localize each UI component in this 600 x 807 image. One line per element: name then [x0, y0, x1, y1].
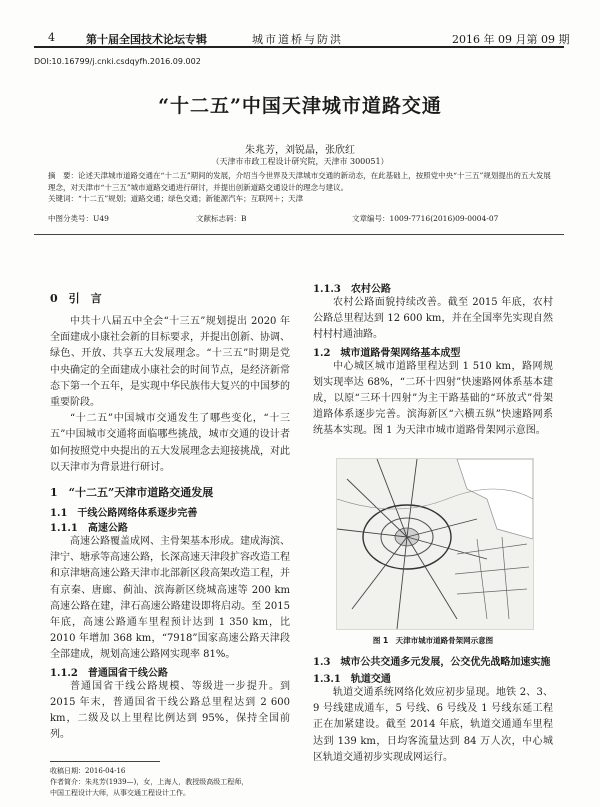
abstract-rule: [34, 234, 564, 235]
radial-road: [397, 537, 407, 629]
abstract: 摘 要：论述天津城市道路交通在“十二五”期间的发展，介绍当今世界及天津城市交通的新动态，在此基础上，按照党中央“十三五”规划提出的五大发展理念，对天津市“十三五”城市道路交通进行研讨，并提出创新道路交通设计的理念与建议。: [48, 171, 551, 192]
header-rule: [34, 46, 564, 48]
figure-caption: 图 1 天津市城市道路骨架网示意图: [372, 636, 494, 645]
conference-name: 第十届全国技术论坛专辑: [86, 33, 207, 46]
affiliation: （天津市市政工程设计研究院，天津市 300051）: [211, 157, 389, 166]
journal-name: 城市道桥与防洪: [252, 33, 343, 46]
trunk-road-paragraph: 普通国省干线公路规模、等级进一步提升。到 2015 年末，普通国省干线公路总里程达到 2 600 km，二级及以上里程比例达到 95%，保持全国前列。: [50, 680, 290, 741]
subsection-1-2-heading: 1.2 城市道路骨架网络基本成型: [313, 347, 461, 359]
footnote-received: 收稿日期：2016-04-16: [50, 767, 126, 775]
left-column: [50, 290, 290, 743]
grid-road: [477, 539, 487, 619]
radial-road: [407, 519, 477, 537]
rural-road-paragraph: 农村公路面貌持续改善。截至 2015 年底，农村公路总里程达到 12 600 km，并在全国率先实现自然村村村通油路。: [313, 297, 553, 341]
page-number: 4: [48, 31, 55, 44]
abstract-block: [48, 170, 552, 205]
subsection-1-3-1-heading: 1.3.1 轨道交通: [313, 674, 391, 685]
article-number: 文章编号：1009-7716(2016)09-0004-07: [352, 214, 499, 223]
clc-number: 中图分类号：U49: [48, 214, 109, 223]
rail-transit-paragraph: 轨道交通系统网络化效应初步显现。地铁 2、3、9 号线建成通车，5 号线、6 号线及 1 号线东延工程正在加紧建设。截至 2014 年底，轨道交通通车里程达到 139 km，日均客流量达到 84 万人次，中心城区轨道交通初步实现成网运行。: [313, 687, 553, 763]
footnote-author-bio: 作者简介：朱兆芳(1939—)，女，上海人，教授级高级工程师，: [50, 778, 249, 786]
right-column-bottom: [313, 655, 553, 766]
section-0-heading: 0 引 言: [50, 292, 102, 305]
grid-road: [457, 589, 527, 594]
radial-road: [377, 459, 407, 537]
binhai-grid: [455, 537, 529, 619]
subsection-1-1-3-heading: 1.1.3 农村公路: [313, 284, 391, 295]
keywords: 关键词：“十二五”规划；道路交通；绿色交通；新能源汽车；互联网＋；天津: [48, 194, 304, 203]
doi: DOI:10.16799/j.cnki.csdqyfh.2016.09.002: [34, 57, 201, 66]
sea-area: [457, 459, 533, 539]
grid-road: [502, 537, 509, 619]
footnote-rule: [50, 761, 160, 762]
road-network-map-graphic: [337, 459, 533, 629]
urban-road-paragraph: 中心城区城市道路里程达到 1 510 km，路网规划实现率达 68%，“二环十四射”快速路网体系基本建成，以原“三环十四射”为主干路基础的“环放式”骨架道路体系逐步完善。滨海新区“六横五纵”快速路网系统基本实现。图 1 为天津市城市道路骨架网示意图。: [313, 360, 553, 437]
subsection-1-1-2-heading: 1.1.2 普通国省干线公路: [50, 667, 168, 679]
road-network-map: [336, 458, 534, 630]
grid-road: [457, 544, 527, 554]
radial-road: [407, 537, 487, 559]
document-code: 文献标志码：B: [196, 214, 247, 223]
authors: 朱兆芳，刘锐晶，张欣红: [245, 145, 355, 156]
subsection-1-3-heading: 1.3 城市公共交通多元发展，公交优先战略加速实施: [313, 657, 551, 668]
subsection-1-1-1-heading: 1.1.1 高速公路: [50, 523, 128, 535]
radial-road: [407, 459, 417, 537]
issue-label: 2016 年 09 月第 09 期: [452, 33, 570, 46]
subsection-1-1-heading: 1.1 干线公路网络体系逐步完善: [50, 508, 198, 520]
right-column-top: [313, 280, 553, 440]
section-1-heading: 1 “十二五”天津市道路交通发展: [50, 486, 214, 500]
footnote-author-bio-cont: 中国工程设计大师，从事交通工程设计工作。: [50, 789, 190, 797]
paper-title: “十二五”中国天津城市道路交通: [158, 95, 442, 117]
intro-paragraph-1: 中共十八届五中全会“十三五”规划提出 2020 年全面建成小康社会新的目标要求，并提出创新、协调、绿色、开放、共享五大发展理念。“十三五”时期是党中央确定的全面建成小康社会的时间节点，是经济新常态下第一个五年，是实现中华民族伟大复兴的中国梦的重要阶段。: [50, 316, 290, 409]
grid-road: [455, 567, 529, 574]
radial-road: [352, 537, 407, 609]
expressway-paragraph: 高速公路覆盖成网、主骨架基本形成。建成海滨、津宁、塘承等高速公路，长深高速天津段扩容改造工程和京津塘高速公路天津市北部新区段高架改造工程，并有京秦、唐廊、蓟汕、滨海新区绕城高速等 200 km 高速公路在建，津石高速公路建设即将启动。至 2015 年底，高速公路通车里程预计达到 1 350 km，比 2010 年增加 368 km，“7918”国家高速公路天津段全部建成，规划高速公路网实现率 81%。: [50, 536, 290, 661]
radial-road: [407, 537, 457, 619]
intro-paragraph-2: “十二五”中国城市交通发生了哪些变化，“十三五”中国城市交通将面临哪些挑战，城市交通的设计者如何按照党中央提出的五大发展理念去迎接挑战，对此以天津市为背景进行研讨。: [50, 413, 290, 473]
